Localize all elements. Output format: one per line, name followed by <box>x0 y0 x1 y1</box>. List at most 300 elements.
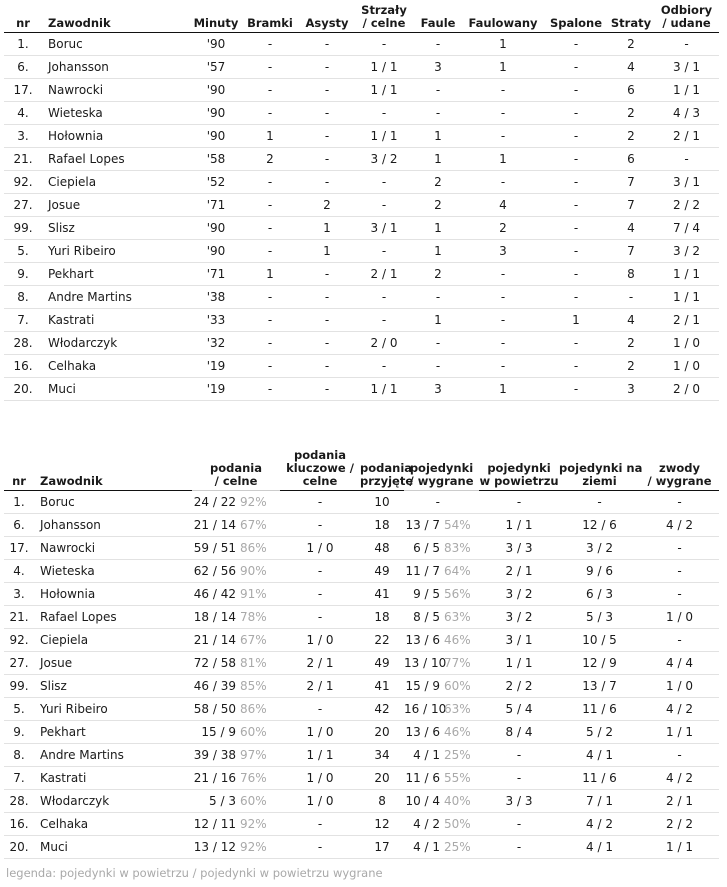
table-cell: 4 / 3 <box>673 106 700 120</box>
table-cell: '90 <box>206 221 226 235</box>
table-cell: - <box>573 129 579 143</box>
table-cell: 2 / 0 <box>370 336 398 350</box>
table-cell: 13 / 10 <box>404 655 447 670</box>
table-row <box>4 651 719 674</box>
table-cell: - <box>684 152 689 166</box>
table-cell: '38 <box>206 290 226 304</box>
player-name: Hołownia <box>48 129 104 143</box>
column-header: Odbiory / udane <box>660 3 713 30</box>
percent-cell: 60% <box>444 678 471 693</box>
table-row <box>4 171 719 194</box>
player-number: 1. <box>13 494 25 509</box>
column-header: zwody / wygrane <box>647 460 712 488</box>
table-cell: 46 / 39 <box>193 678 236 693</box>
table-cell: - <box>267 198 273 212</box>
table-cell: 21 / 14 <box>193 632 236 647</box>
player-number: 27. <box>9 655 29 670</box>
table-cell: 3 / 1 <box>370 221 398 235</box>
table-cell: - <box>677 563 682 578</box>
table-cell: - <box>324 267 330 281</box>
table-row <box>4 559 719 582</box>
percent-cell: 83% <box>444 540 471 555</box>
table-cell: 20 <box>374 724 390 739</box>
player-number: 92. <box>13 175 33 189</box>
table-cell: - <box>573 359 579 373</box>
table-cell: 7 <box>627 244 635 258</box>
table-row <box>4 378 719 401</box>
table-cell: 2 <box>627 359 635 373</box>
table-cell: '33 <box>206 313 226 327</box>
table-cell: 1 / 1 <box>370 60 398 74</box>
table-cell: - <box>573 60 579 74</box>
table-cell: - <box>324 129 330 143</box>
table-cell: - <box>381 359 387 373</box>
player-number: 5. <box>13 701 25 716</box>
table-cell: - <box>435 494 441 509</box>
table-cell: 39 / 38 <box>193 747 236 762</box>
percent-cell: 77% <box>444 655 471 670</box>
table-cell: 6 <box>627 83 635 97</box>
table-cell: 12 <box>374 816 390 831</box>
percent-cell: 91% <box>240 586 267 601</box>
table-cell: 2 / 2 <box>666 816 693 831</box>
table-cell: 11 / 6 <box>405 770 441 785</box>
player-number: 92. <box>9 632 29 647</box>
table-cell: - <box>573 336 579 350</box>
percent-cell: 67% <box>240 632 267 647</box>
player-name: Boruc <box>40 494 75 509</box>
player-number: 6. <box>13 517 25 532</box>
player-number: 5. <box>17 244 29 258</box>
table-cell: 13 / 6 <box>405 632 441 647</box>
table-cell: 20 <box>374 770 390 785</box>
table-cell: 15 / 9 <box>201 724 236 739</box>
table-cell: 13 / 6 <box>405 724 441 739</box>
percent-cell: 46% <box>444 724 471 739</box>
table-cell: 1 / 0 <box>306 770 334 785</box>
player-name: Nawrocki <box>48 83 104 97</box>
table-cell: 2 / 1 <box>673 313 700 327</box>
table-cell: 4 / 1 <box>413 747 441 762</box>
match-stats-table <box>4 4 719 401</box>
table-row <box>4 263 719 286</box>
percent-cell: 92% <box>240 816 267 831</box>
player-number: 8. <box>17 290 29 304</box>
column-header: nr <box>16 16 30 30</box>
table-cell: - <box>516 816 522 831</box>
table-cell: 34 <box>374 747 390 762</box>
table-cell: - <box>435 83 441 97</box>
column-header: Faule <box>420 16 456 30</box>
table-cell: 22 <box>374 632 390 647</box>
table-cell: 10 <box>374 494 390 509</box>
table-cell: '58 <box>206 152 226 166</box>
table-row <box>4 605 719 628</box>
table-row <box>4 513 719 536</box>
column-header: Strzały / celne <box>361 3 407 30</box>
table-cell: - <box>317 701 323 716</box>
table-cell: 1 <box>499 37 507 51</box>
table-cell: 8 / 5 <box>413 609 441 624</box>
table-cell: 62 / 56 <box>193 563 236 578</box>
table-cell: 3 / 2 <box>673 244 700 258</box>
table-cell: '90 <box>206 106 226 120</box>
percent-cell: 60% <box>240 724 267 739</box>
player-name: Pekhart <box>48 267 94 281</box>
percent-cell: 46% <box>444 632 471 647</box>
player-number: 99. <box>13 221 33 235</box>
table-cell: 2 <box>499 221 507 235</box>
table-cell: - <box>500 129 506 143</box>
table-cell: - <box>573 152 579 166</box>
column-header: podania kluczowe / celne <box>286 447 354 488</box>
column-header: Straty <box>610 16 652 30</box>
player-number: 17. <box>9 540 29 555</box>
table-cell: 8 <box>378 793 386 808</box>
table-cell: 7 / 4 <box>673 221 700 235</box>
table-cell: 1 / 0 <box>306 793 334 808</box>
table-cell: 46 / 42 <box>193 586 236 601</box>
player-name: Włodarczyk <box>48 336 118 350</box>
table-cell: - <box>628 290 634 304</box>
table-cell: - <box>267 175 273 189</box>
table-cell: 13 / 7 <box>405 517 441 532</box>
table-cell: - <box>435 37 441 51</box>
table-cell: - <box>677 540 682 555</box>
table-cell: 72 / 58 <box>193 655 236 670</box>
player-name: Kastrati <box>40 770 87 785</box>
table-row <box>4 812 719 835</box>
table-row <box>4 217 719 240</box>
player-number: 7. <box>13 770 25 785</box>
player-name: Pekhart <box>40 724 86 739</box>
table-cell: 1 <box>499 152 507 166</box>
table-cell: 3 <box>434 382 442 396</box>
table-cell: 3 / 1 <box>673 175 700 189</box>
table-cell: - <box>573 267 579 281</box>
player-number: 28. <box>13 336 33 350</box>
player-number: 20. <box>13 382 33 396</box>
table-cell: 10 / 4 <box>405 793 441 808</box>
table-cell: 12 / 9 <box>582 655 617 670</box>
percent-cell <box>444 490 479 513</box>
percent-cell: 78% <box>240 609 267 624</box>
table-cell: 48 <box>374 540 390 555</box>
player-number: 17. <box>13 83 33 97</box>
table-cell: - <box>267 221 273 235</box>
table-cell: - <box>597 494 602 509</box>
percent-cell: 97% <box>240 747 267 762</box>
table-cell: - <box>317 563 323 578</box>
player-name: Johansson <box>48 60 109 74</box>
table-cell: 11 / 6 <box>582 770 617 785</box>
player-name: Andre Martins <box>40 747 124 762</box>
percent-cell: 67% <box>240 517 267 532</box>
table-row <box>4 33 719 56</box>
player-name: Rafael Lopes <box>48 152 125 166</box>
table-row <box>4 309 719 332</box>
table-cell: 8 <box>627 267 635 281</box>
table-cell: - <box>317 839 323 854</box>
table-cell: 1 / 1 <box>673 83 700 97</box>
table-cell: 6 / 3 <box>586 586 613 601</box>
table-cell: - <box>500 336 506 350</box>
legend-note: legenda: pojedynki w powietrzu / pojedynki w powietrzu wygrane <box>6 866 383 880</box>
table-cell: 1 / 1 <box>673 290 700 304</box>
table-cell: - <box>324 106 330 120</box>
table-row <box>4 56 719 79</box>
table-cell: - <box>324 60 330 74</box>
player-name: Yuri Ribeiro <box>40 701 108 716</box>
table-row <box>4 125 719 148</box>
table-cell: 49 <box>374 655 390 670</box>
table-header <box>4 4 719 33</box>
percent-cell: 55% <box>444 770 471 785</box>
passing-duels-table <box>4 448 719 859</box>
player-name: Włodarczyk <box>40 793 110 808</box>
player-number: 27. <box>13 198 33 212</box>
table-cell: '90 <box>206 37 226 51</box>
table-cell: 1 <box>499 382 507 396</box>
column-header: Spalone <box>549 16 603 30</box>
table-cell: '57 <box>206 60 226 74</box>
table-cell: 2 <box>627 129 635 143</box>
table-cell: 3 / 1 <box>673 60 700 74</box>
table-row <box>4 332 719 355</box>
table-cell: 1 / 0 <box>666 678 693 693</box>
player-number: 99. <box>9 678 29 693</box>
table-cell: 4 / 2 <box>666 770 693 785</box>
table-cell: 4 / 2 <box>413 816 441 831</box>
table-cell: - <box>324 382 330 396</box>
percent-cell: 86% <box>240 701 267 716</box>
table-row <box>4 674 719 697</box>
table-cell: 2 / 1 <box>306 655 334 670</box>
percent-cell: 40% <box>444 793 471 808</box>
table-cell: - <box>573 382 579 396</box>
table-cell: 2 <box>627 37 635 51</box>
column-header: Zawodnik <box>48 16 111 30</box>
table-cell: 1 / 1 <box>666 724 693 739</box>
table-cell: 2 / 0 <box>673 382 700 396</box>
table-cell: 2 / 2 <box>505 678 533 693</box>
percent-cell: 63% <box>444 701 471 716</box>
percent-cell: 90% <box>240 563 267 578</box>
percent-cell: 76% <box>240 770 267 785</box>
table-cell: - <box>500 290 506 304</box>
table-cell: 10 / 5 <box>582 632 617 647</box>
table-cell: - <box>573 37 579 51</box>
table-cell: 1 <box>323 244 331 258</box>
player-name: Muci <box>40 839 68 854</box>
column-header: Zawodnik <box>40 473 103 488</box>
table-cell: 3 / 1 <box>505 632 533 647</box>
table-cell: 8 / 4 <box>505 724 533 739</box>
table-row <box>4 720 719 743</box>
table-cell: 1 <box>434 129 442 143</box>
table-row <box>4 582 719 605</box>
player-name: Slisz <box>40 678 67 693</box>
table-cell: - <box>516 839 522 854</box>
table-cell: 4 <box>627 313 635 327</box>
table-cell: 1 <box>572 313 580 327</box>
table-cell: 1 / 0 <box>306 632 334 647</box>
table-cell: - <box>516 747 522 762</box>
table-cell: 42 <box>374 701 390 716</box>
percent-cell: 85% <box>240 678 267 693</box>
percent-cell: 63% <box>444 609 471 624</box>
table-cell: 3 / 2 <box>586 540 613 555</box>
table-cell: 12 / 11 <box>193 816 236 831</box>
table-cell: - <box>317 586 323 601</box>
table-cell: - <box>317 517 323 532</box>
table-row <box>4 766 719 789</box>
table-cell: 2 <box>323 198 331 212</box>
table-cell: 1 / 1 <box>370 382 398 396</box>
table-cell: 6 / 5 <box>413 540 441 555</box>
table-cell: - <box>267 290 273 304</box>
table-row <box>4 194 719 217</box>
player-name: Celhaka <box>40 816 89 831</box>
table-cell: 2 / 1 <box>505 563 533 578</box>
table-cell: 2 <box>434 267 442 281</box>
table-cell: 2 <box>434 175 442 189</box>
table-cell: 3 <box>627 382 635 396</box>
column-header: podania przyjęte <box>360 460 414 488</box>
column-header: Bramki <box>247 16 293 30</box>
table-cell: - <box>317 494 323 509</box>
percent-cell: 92% <box>240 494 267 509</box>
player-name: Ciepiela <box>48 175 97 189</box>
table-cell: 5 / 3 <box>209 793 236 808</box>
table-cell: - <box>324 359 330 373</box>
table-cell: 1 / 0 <box>673 336 700 350</box>
table-cell: 5 / 2 <box>586 724 613 739</box>
table-row <box>4 286 719 309</box>
table-cell: - <box>267 83 273 97</box>
table-cell: 2 / 2 <box>673 198 700 212</box>
table-cell: 2 / 1 <box>666 793 693 808</box>
table-cell: 4 / 2 <box>666 701 693 716</box>
player-number: 16. <box>9 816 29 831</box>
table-cell: 5 / 4 <box>505 701 533 716</box>
table-cell: 3 / 2 <box>370 152 398 166</box>
table-cell: - <box>677 747 682 762</box>
table-cell: 4 <box>627 221 635 235</box>
table-cell: - <box>267 313 273 327</box>
table-cell: - <box>324 313 330 327</box>
table-header <box>4 448 719 490</box>
column-header: pojedynki / wygrane <box>404 448 479 490</box>
table-cell: 41 <box>374 678 390 693</box>
table-cell: 7 <box>627 175 635 189</box>
table-cell: 1 / 1 <box>370 83 398 97</box>
table-cell: 4 / 4 <box>666 655 693 670</box>
player-name: Hołownia <box>40 586 96 601</box>
player-name: Rafael Lopes <box>40 609 117 624</box>
percent-cell: 64% <box>444 563 471 578</box>
table-cell: 21 / 14 <box>193 517 236 532</box>
table-cell: '90 <box>206 244 226 258</box>
table-cell: 59 / 51 <box>193 540 236 555</box>
table-cell: 13 / 7 <box>582 678 617 693</box>
table-cell: 1 <box>266 129 274 143</box>
table-row <box>4 102 719 125</box>
table-cell: 11 / 6 <box>582 701 617 716</box>
table-cell: 3 / 2 <box>505 609 533 624</box>
player-number: 16. <box>13 359 33 373</box>
percent-cell: 56% <box>444 586 471 601</box>
table-cell: 1 / 1 <box>370 129 398 143</box>
column-header: pojedynki w powietrzu <box>479 460 559 488</box>
percent-cell: 60% <box>240 793 267 808</box>
player-name: Andre Martins <box>48 290 132 304</box>
table-cell: '19 <box>206 359 226 373</box>
player-name: Slisz <box>48 221 75 235</box>
table-row <box>4 697 719 720</box>
player-number: 21. <box>13 152 33 166</box>
table-cell: - <box>500 106 506 120</box>
table-cell: - <box>381 290 387 304</box>
table-cell: - <box>684 37 689 51</box>
table-cell: 16 / 10 <box>404 701 447 716</box>
player-name: Ciepiela <box>40 632 89 647</box>
player-name: Celhaka <box>48 359 97 373</box>
table-cell: 1 <box>434 244 442 258</box>
player-name: Wieteska <box>40 563 95 578</box>
player-number: 9. <box>17 267 29 281</box>
table-cell: 4 / 1 <box>586 839 613 854</box>
table-cell: 9 / 5 <box>413 586 441 601</box>
player-name: Muci <box>48 382 76 396</box>
table-cell: - <box>317 609 323 624</box>
table-cell: - <box>677 632 682 647</box>
table-cell: - <box>516 494 522 509</box>
table-cell: 2 / 1 <box>306 678 334 693</box>
table-cell: - <box>573 83 579 97</box>
table-cell: - <box>267 37 273 51</box>
table-cell: - <box>500 359 506 373</box>
table-cell: 2 <box>266 152 274 166</box>
table-cell: - <box>435 336 441 350</box>
table-cell: - <box>381 175 387 189</box>
column-header: nr <box>12 473 26 488</box>
table-cell: - <box>324 152 330 166</box>
table-cell: - <box>324 290 330 304</box>
player-number: 4. <box>13 563 25 578</box>
table-row <box>4 743 719 766</box>
player-name: Johansson <box>40 517 101 532</box>
column-header: Minuty <box>193 16 239 30</box>
table-cell: 1 / 1 <box>505 517 533 532</box>
table-row <box>4 355 719 378</box>
table-cell: - <box>381 313 387 327</box>
table-cell: 4 / 1 <box>586 747 613 762</box>
table-cell: - <box>573 106 579 120</box>
table-cell: 11 / 7 <box>405 563 441 578</box>
table-cell: 1 / 0 <box>666 609 693 624</box>
player-name: Nawrocki <box>40 540 96 555</box>
percent-cell: 50% <box>444 816 471 831</box>
table-cell: - <box>267 359 273 373</box>
table-cell: 1 <box>434 152 442 166</box>
table-cell: 3 <box>434 60 442 74</box>
table-cell: - <box>267 382 273 396</box>
player-number: 6. <box>17 60 29 74</box>
player-number: 9. <box>13 724 25 739</box>
table-cell: - <box>677 586 682 601</box>
table-cell: - <box>267 106 273 120</box>
